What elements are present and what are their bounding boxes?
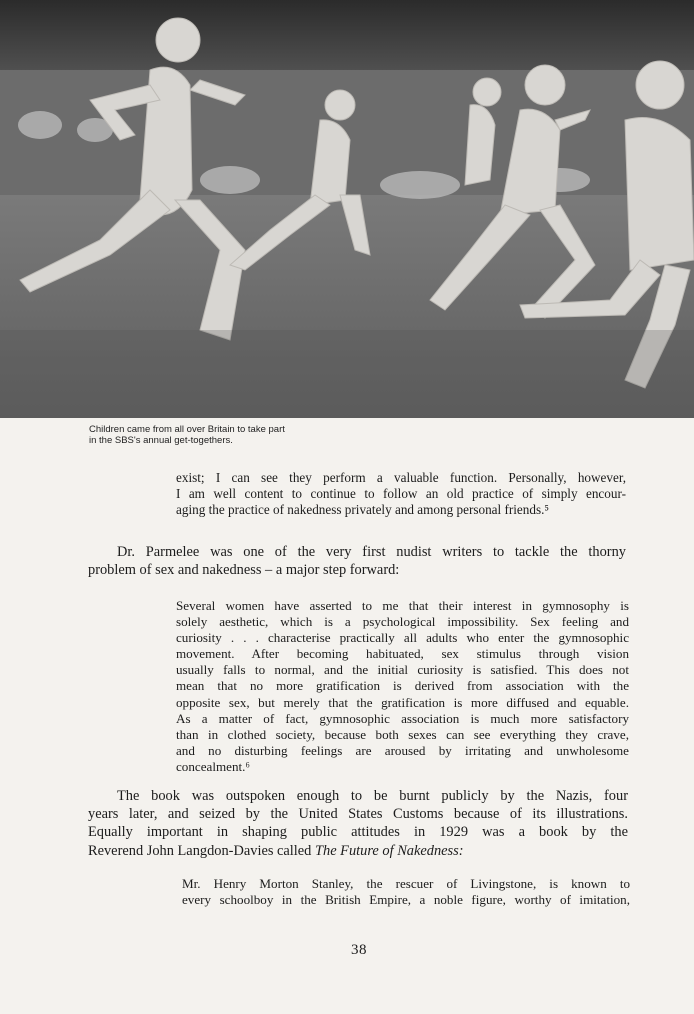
block-quote-parmelee — [176, 598, 629, 775]
book-title: The Future of Nakedness: — [315, 842, 464, 859]
text-line: The book was outspoken enough to be burnt publicly by the Nazis, four — [117, 788, 628, 804]
children-running-photo — [0, 0, 694, 418]
quote-line: usually falls to normal, and the initial curiosity is satisfied. This does not — [176, 662, 629, 678]
photo-illustration — [0, 0, 694, 418]
quote-line: curiosity . . . characterise practically all adults who enter the gymnosophic — [176, 630, 629, 646]
paragraph-book-burnt — [88, 787, 628, 860]
quote-line: concealment.⁶ — [176, 758, 250, 774]
text-line: exist; I can see they perform a valuable function. Personally, however, — [176, 470, 626, 485]
photo-caption — [89, 424, 349, 446]
text-fragment: Reverend John Langdon-Davies called — [88, 842, 312, 859]
quote-line: solely aesthetic, which is a psychological impossibility. Sex feeling and — [176, 614, 629, 630]
text-line: years later, and seized by the United States Customs because of its illustrations. — [88, 806, 628, 823]
text-line: Equally important in shaping public attitudes in 1929 was a book by the — [88, 824, 628, 841]
caption-line: in the SBS's annual get-togethers. — [89, 435, 233, 446]
caption-line: Children came from all over Britain to take part — [89, 424, 285, 435]
quote-line: movement. After becoming habituated, sex stimulus through vision — [176, 646, 629, 662]
quote-line: and no disturbing feelings are aroused by irritating and unwholesome — [176, 742, 629, 758]
quote-line: opposite sex, but merely that the gratification is more diffused and equable. — [176, 694, 629, 710]
quote-line: every schoolboy in the British Empire, a noble figure, worthy of imitation, — [182, 892, 630, 908]
block-quote-langdon-davies — [182, 876, 630, 908]
quote-line: Mr. Henry Morton Stanley, the rescuer of Livingstone, is known to — [182, 876, 630, 891]
text-line: aging the practice of nakedness privately and among personal friends.⁵ — [176, 502, 549, 517]
text-line: I am well content to continue to follow an old practice of simply encour- — [176, 486, 626, 501]
text-line: Dr. Parmelee was one of the very first nudist writers to tackle the thorny — [117, 544, 626, 560]
text-line: problem of sex and nakedness – a major step forward: — [88, 562, 400, 578]
paragraph-continued — [176, 470, 626, 518]
paragraph-parmelee — [88, 543, 626, 579]
quote-line: As a matter of fact, gymnosophic association is much more satisfactory — [176, 710, 629, 726]
text-line — [88, 842, 628, 860]
quote-line: than in clothed society, because both sexes can see everything they crave, — [176, 726, 629, 742]
quote-line: mean that no more gratification is derived from association with the — [176, 678, 629, 694]
quote-line: Several women have asserted to me that their interest in gymnosophy is — [176, 598, 629, 613]
page-number: 38 — [351, 942, 367, 958]
